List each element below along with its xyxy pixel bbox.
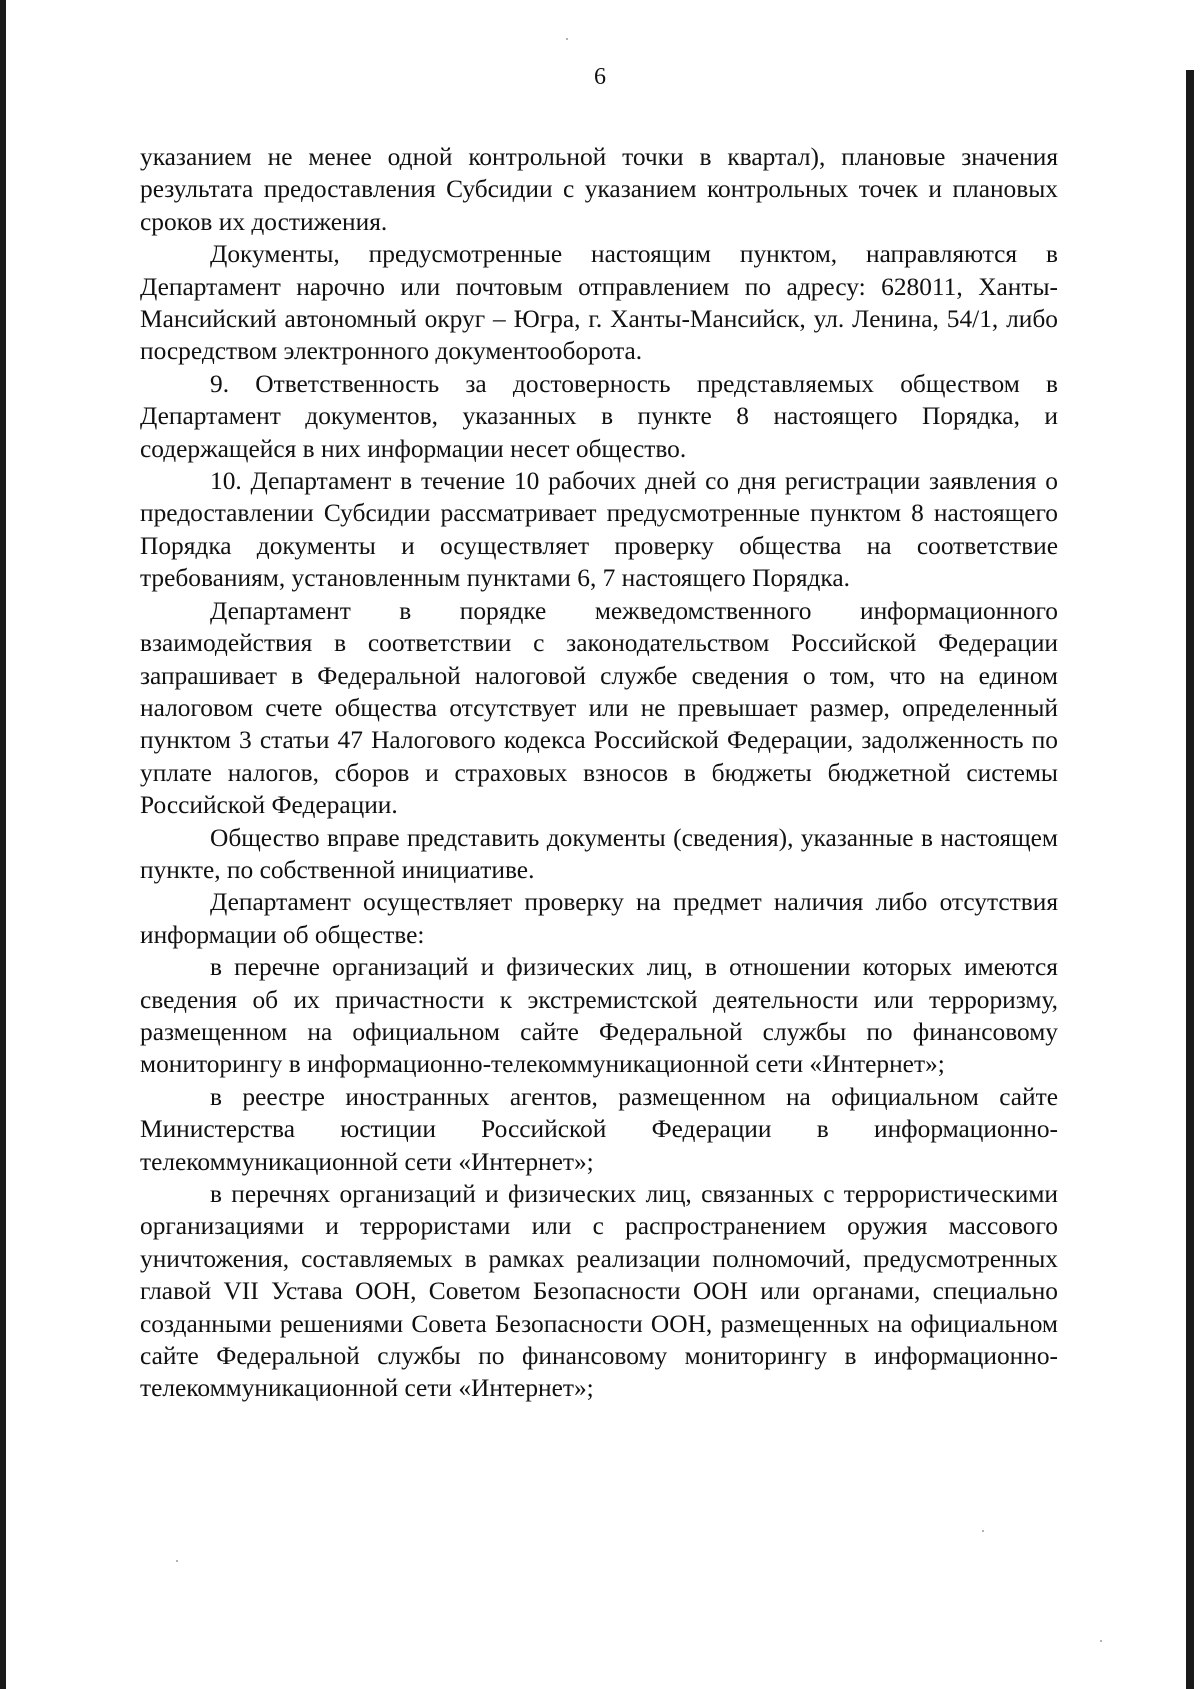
scan-speck	[566, 38, 568, 40]
scan-edge-right	[1186, 70, 1194, 1689]
paragraph: Департамент осуществляет проверку на предмет наличия либо отсутствия информации об обществе:	[140, 888, 1058, 949]
paragraph: в реестре иностранных агентов, размещенном на официальном сайте Министерства юстиции Российской Федерации в информационно-телекоммуникационной сети «Интернет»;	[140, 1082, 1058, 1176]
scan-speck	[176, 1560, 178, 1562]
paragraph: Общество вправе представить документы (сведения), указанные в настоящем пункте, по собственной инициативе.	[140, 823, 1058, 884]
scan-edge-left	[0, 0, 6, 1689]
paragraph: указанием не менее одной контрольной точки в квартал), плановые значения результата предоставления Субсидии с указанием контрольных точек и плановых сроков их достижения.	[140, 143, 1058, 236]
document-body	[140, 141, 1058, 1405]
page-number: 6	[594, 64, 606, 90]
scan-speck	[1100, 1640, 1102, 1642]
paragraph: Документы, предусмотренные настоящим пунктом, направляются в Департамент нарочно или почтовым отправлением по адресу: 628011, Ханты-Мансийский автономный округ – Югра, г. Ханты-Мансийск, ул. Ленина, 54/1, либо посредством электронного документооборота.	[140, 240, 1058, 366]
paragraph: 10. Департамент в течение 10 рабочих дней со дня регистрации заявления о предоставлении Субсидии рассматривает предусмотренные пунктом 8 настоящего Порядка документы и осуществляет проверку общества на соответствие требованиям, установленным пунктами 6, 7 настоящего Порядка.	[140, 467, 1058, 593]
paragraph: Департамент в порядке межведомственного информационного взаимодействия в соответствии с законодательством Российской Федерации запрашивает в Федеральной налоговой службе сведения о том, что на едином налоговом счете общества отсутствует или не превышает размер, определенный пунктом 3 статьи 47 Налогового кодекса Российской Федерации, задолженность по уплате налогов, сборов и страховых взносов в бюджеты бюджетной системы Российской Федерации.	[140, 596, 1058, 820]
paragraph: в перечне организаций и физических лиц, в отношении которых имеются сведения об их причастности к экстремистской деятельности или терроризму, размещенном на официальном сайте Федеральной службы по финансовому мониторингу в информационно-телекоммуникационной сети «Интернет»;	[140, 953, 1058, 1079]
paragraph: в перечнях организаций и физических лиц, связанных с террористическими организациями и террористами или с распространением оружия массового уничтожения, составляемых в рамках реализации полномочий, предусмотренных главой VII Устава ООН, Советом Безопасности ООН или органами, специально созданными решениями Совета Безопасности ООН, размещенных на официальном сайте Федеральной службы по финансовому мониторингу в информационно-телекоммуникационной сети «Интернет»;	[140, 1180, 1058, 1403]
paragraph: 9. Ответственность за достоверность представляемых обществом в Департамент документов, указанных в пункте 8 настоящего Порядка, и содержащейся в них информации несет общество.	[140, 369, 1058, 463]
scan-speck	[982, 1530, 984, 1532]
